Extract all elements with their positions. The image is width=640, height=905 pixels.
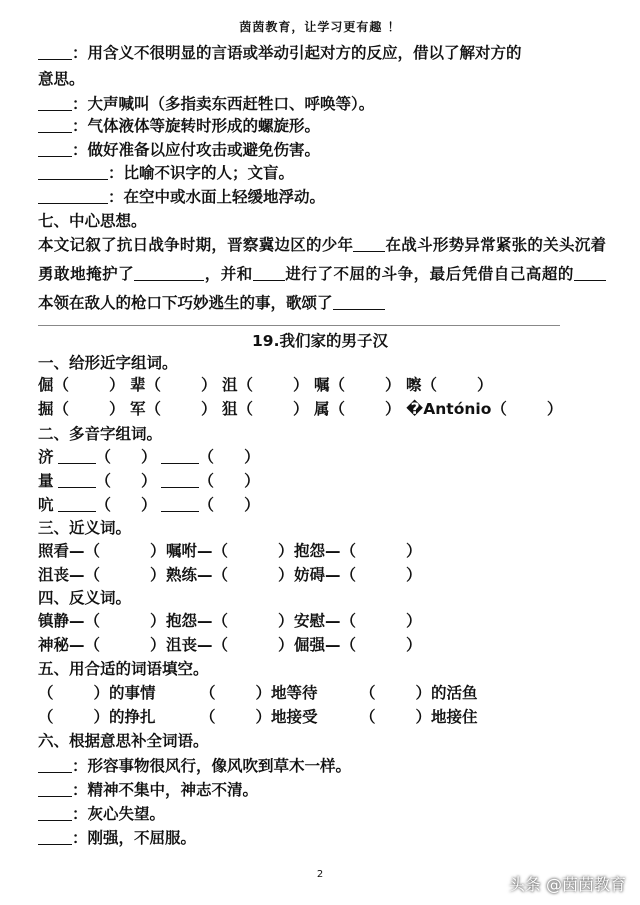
definition-text: ：灰心失望。 xyxy=(72,805,166,823)
char: 辈 xyxy=(130,376,146,394)
word-item: 狙（ ） xyxy=(222,400,309,418)
definition-text: ：刚强，不屈服。 xyxy=(72,829,197,847)
word: 地接受 xyxy=(271,708,318,726)
word: 抱怨— xyxy=(294,542,341,560)
word: 熟练— xyxy=(166,566,213,584)
answer-blank[interactable] xyxy=(333,294,385,310)
char: 嚓 xyxy=(406,376,422,394)
word: 沮丧— xyxy=(38,566,85,584)
word-item: 照看—（ ） xyxy=(38,542,166,560)
word: 神秘— xyxy=(38,636,85,654)
definition-text: ：做好准备以应付攻击或避免伤害。 xyxy=(72,141,321,159)
char: 属 xyxy=(314,400,330,418)
synonym-row xyxy=(38,564,422,586)
word-item: （ ）地接住 xyxy=(360,708,478,726)
answer-blank[interactable] xyxy=(38,163,108,180)
watermark: 头条 @茵茵教育 xyxy=(508,875,626,894)
word: 嘱咐— xyxy=(166,542,213,560)
answer-blank[interactable] xyxy=(58,447,96,464)
word-item: 熟练—（ ） xyxy=(166,566,294,584)
word-item: 沮丧—（ ） xyxy=(38,566,166,584)
definition-row xyxy=(38,162,294,184)
answer-blank[interactable] xyxy=(38,116,72,133)
section-heading: 二、多音字组词。 xyxy=(38,425,163,443)
answer-blank[interactable] xyxy=(134,265,204,281)
char: 沮 xyxy=(222,376,238,394)
answer-blank[interactable] xyxy=(38,828,72,845)
char: 济 xyxy=(38,448,54,466)
section-heading: 四、反义词。 xyxy=(38,589,132,607)
definition-row xyxy=(38,827,196,849)
antonym-row xyxy=(38,610,422,632)
answer-blank[interactable] xyxy=(38,140,72,157)
word-item: �António（ ） xyxy=(406,400,563,418)
definition-row xyxy=(38,755,351,777)
definition-row xyxy=(38,68,85,90)
word-item: 神秘—（ ） xyxy=(38,636,166,654)
summary-text: ，并和 xyxy=(204,265,253,283)
word-item: 辈（ ） xyxy=(130,376,217,394)
definition-text: ：精神不集中，神志不清。 xyxy=(72,781,259,799)
section-heading: 六、根据意思补全词语。 xyxy=(38,732,209,750)
word-item: 倔（ ） xyxy=(38,376,125,394)
word-item: 沮丧—（ ） xyxy=(166,636,294,654)
answer-blank[interactable] xyxy=(58,471,96,488)
answer-blank[interactable] xyxy=(353,236,385,252)
summary-paragraph xyxy=(38,231,606,318)
section-divider xyxy=(38,325,560,326)
word: 安慰— xyxy=(294,612,341,630)
definition-row xyxy=(38,139,320,161)
word-item: 抱怨—（ ） xyxy=(166,612,294,630)
summary-text: 本领在敌人的枪口下巧妙逃生的事，歌颂了 xyxy=(38,294,333,312)
definition-row xyxy=(38,42,522,64)
answer-blank[interactable] xyxy=(38,780,72,797)
definition-text: ：气体液体等旋转时形成的螺旋形。 xyxy=(72,117,321,135)
definition-text: ：大声喊叫（多指卖东西赶牲口、呼唤等）。 xyxy=(72,95,375,113)
word-item: 镇静—（ ） xyxy=(38,612,166,630)
word-item: 安慰—（ ） xyxy=(294,612,422,630)
word: 的活鱼 xyxy=(431,684,478,702)
definition-row xyxy=(38,115,320,137)
word-item: （ ）地等待 xyxy=(200,684,318,702)
word: 沮丧— xyxy=(166,636,213,654)
answer-blank[interactable] xyxy=(58,495,96,512)
polyphone-row: 吭 （ ） （ ） xyxy=(38,496,260,514)
summary-text: 进行了不屈的斗争，最后凭借自己高超的 xyxy=(284,265,574,283)
page-number: 2 xyxy=(316,869,324,880)
synonym-row xyxy=(38,540,422,562)
word-row xyxy=(38,398,562,420)
definition-row xyxy=(38,186,325,208)
definition-text: ：在空中或水面上轻缓地浮动。 xyxy=(108,188,326,206)
section-heading: 七、中心思想。 xyxy=(38,212,147,230)
definition-text: ：形容事物很风行，像风吹到草木一样。 xyxy=(72,757,352,775)
answer-blank[interactable] xyxy=(38,187,108,204)
definition-text: 意思。 xyxy=(38,70,85,88)
answer-blank[interactable] xyxy=(161,447,199,464)
word-item: 属（ ） xyxy=(314,400,401,418)
answer-blank[interactable] xyxy=(38,43,72,60)
word-item: （ ）的挣扎 xyxy=(38,708,156,726)
fill-row xyxy=(38,682,478,704)
polyphone-row: 济 （ ） （ ） xyxy=(38,448,260,466)
definition-row xyxy=(38,779,258,801)
answer-blank[interactable] xyxy=(38,756,72,773)
word: 的挣扎 xyxy=(109,708,156,726)
word-item: 嘱咐—（ ） xyxy=(166,542,294,560)
answer-blank[interactable] xyxy=(574,265,606,281)
word: 倔强— xyxy=(294,636,341,654)
summary-text: 本文记叙了抗日战争时期，晋察冀边区的少年 xyxy=(38,236,354,254)
word-item: 嚓（ ） xyxy=(406,376,493,394)
word-item: （ ）的事情 xyxy=(38,684,156,702)
word: 妨碍— xyxy=(294,566,341,584)
char: 军 xyxy=(130,400,146,418)
section-heading: 五、用合适的词语填空。 xyxy=(38,660,209,678)
word-item: （ ）地接受 xyxy=(200,708,318,726)
word: 镇静— xyxy=(38,612,85,630)
page-header: 茵茵教育，让学习更有趣 ！ xyxy=(239,20,401,34)
definition-text: ：用含义不很明显的言语或举动引起对方的反应，借以了解对方的 xyxy=(72,44,522,62)
answer-blank[interactable] xyxy=(253,265,285,281)
word: 的事情 xyxy=(109,684,156,702)
word-item: （ ）的活鱼 xyxy=(360,684,478,702)
char: 嘱 xyxy=(314,376,330,394)
definition-text: ：比喻不识字的人；文盲。 xyxy=(108,164,295,182)
answer-blank[interactable] xyxy=(38,804,72,821)
word: 抱怨— xyxy=(166,612,213,630)
char: 量 xyxy=(38,472,54,490)
word-item: 军（ ） xyxy=(130,400,217,418)
answer-blank[interactable] xyxy=(38,94,72,111)
lesson-title: 19.我们家的男子汉 xyxy=(252,332,388,350)
word-item: 倔强—（ ） xyxy=(294,636,422,654)
word: 地接住 xyxy=(431,708,478,726)
fill-row xyxy=(38,706,478,728)
word-item: 抱怨—（ ） xyxy=(294,542,422,560)
char: 倔 xyxy=(38,376,54,394)
polyphone-row: 量 （ ） （ ） xyxy=(38,472,260,490)
char: 掘 xyxy=(38,400,54,418)
word-item: 沮（ ） xyxy=(222,376,309,394)
antonym-row xyxy=(38,634,422,656)
word: 地等待 xyxy=(271,684,318,702)
char: 吭 xyxy=(38,496,54,514)
answer-blank[interactable] xyxy=(161,495,199,512)
char: �António xyxy=(406,400,492,418)
word-item: 妨碍—（ ） xyxy=(294,566,422,584)
word: 照看— xyxy=(38,542,85,560)
word-item: 嘱（ ） xyxy=(314,376,401,394)
word-item: 掘（ ） xyxy=(38,400,125,418)
section-heading: 一、给形近字组词。 xyxy=(38,354,178,372)
summary-text: 在战斗形势异常紧张的关头沉着勇敢地掩护了 xyxy=(38,236,606,283)
definition-row xyxy=(38,93,374,115)
answer-blank[interactable] xyxy=(161,471,199,488)
definition-row xyxy=(38,803,165,825)
char: 狙 xyxy=(222,400,238,418)
word-row xyxy=(38,374,493,396)
section-heading: 三、近义词。 xyxy=(38,519,132,537)
